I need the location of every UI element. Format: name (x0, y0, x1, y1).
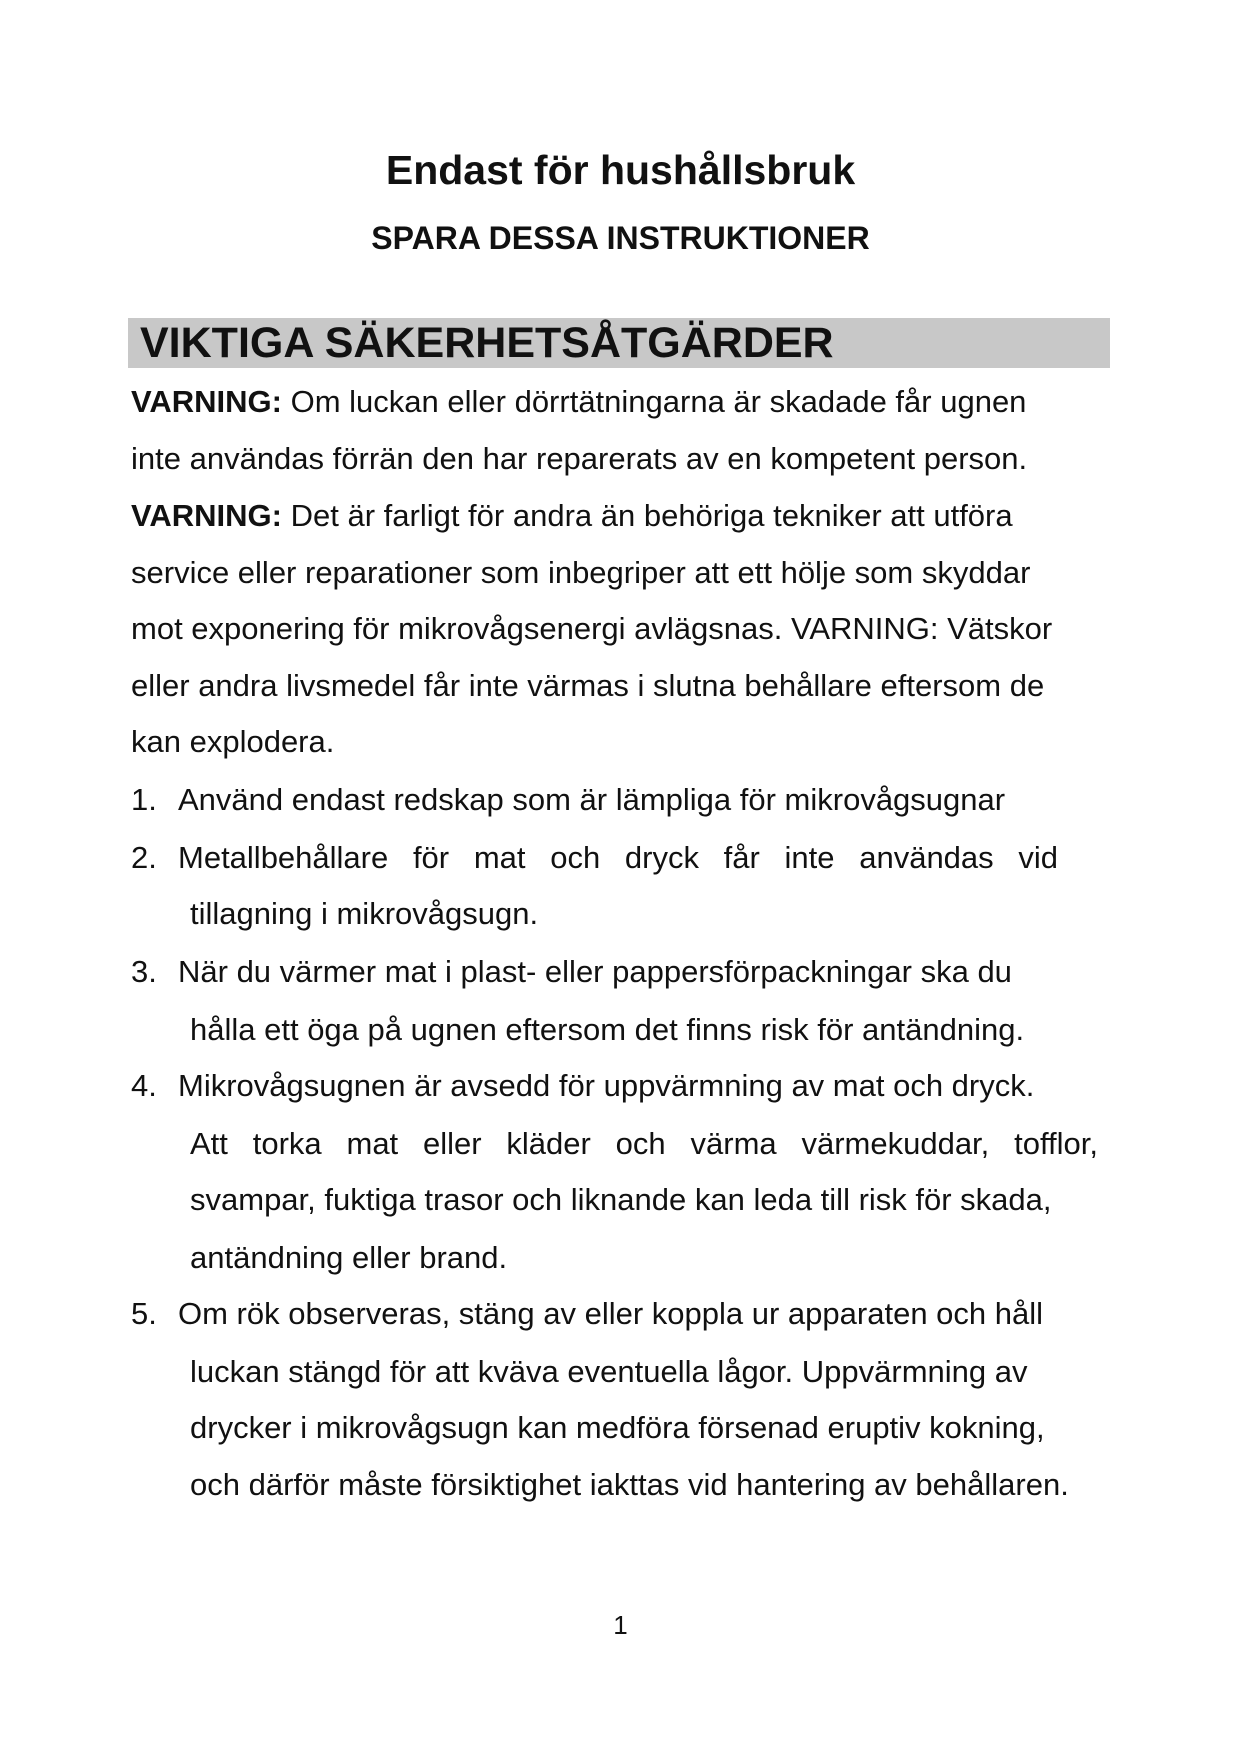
warning-2-line-5: kan explodera. (131, 724, 335, 759)
warning-1-line-2: inte användas förrän den har reparerats av en kompetent person. (131, 441, 1028, 476)
list-item-text: Om rök observeras, stäng av eller koppla ur apparaten och håll (178, 1296, 1044, 1331)
list-item-text: svampar, fuktiga trasor och liknande kan leda till risk för skada, (190, 1182, 1052, 1217)
list-item-text: och därför måste försiktighet iakttas vid hantering av behållaren. (190, 1467, 1069, 1502)
list-item-number: 5. (131, 1296, 157, 1331)
warning-label: VARNING: (131, 498, 282, 533)
list-item-number: 3. (131, 954, 157, 989)
warning-2-line-3: mot exponering för mikrovågsenergi avlägsnas. VARNING: Vätskor (131, 611, 1053, 646)
list-item-number: 4. (131, 1068, 157, 1103)
list-item-text: drycker i mikrovågsugn kan medföra försenad eruptiv kokning, (190, 1410, 1045, 1445)
warning-1-line-1 (131, 382, 1026, 422)
document-title: Endast för hushållsbruk (385, 147, 856, 193)
list-item-text: hålla ett öga på ugnen eftersom det finns risk för antändning. (190, 1012, 1025, 1047)
list-item-text: Att torka mat eller kläder och värma värmekuddar, tofflor, (190, 1126, 1098, 1161)
list-item-number: 2. (131, 840, 157, 875)
list-item-text: tillagning i mikrovågsugn. (190, 896, 539, 931)
list-item-number: 1. (131, 782, 157, 817)
section-header-bar (128, 318, 1110, 368)
list-item-text: Mikrovågsugnen är avsedd för uppvärmning av mat och dryck. (178, 1068, 1035, 1103)
warning-text: Om luckan eller dörrtätningarna är skadade får ugnen (290, 384, 1027, 419)
list-item-text: luckan stängd för att kväva eventuella lågor. Uppvärmning av (190, 1354, 1028, 1389)
list-item-text: antändning eller brand. (190, 1240, 508, 1275)
warning-text: Det är farligt för andra än behöriga tekniker att utföra (290, 498, 1013, 533)
warning-2-line-2: service eller reparationer som inbegriper att ett hölje som skyddar (131, 555, 1031, 590)
warning-2-line-1 (131, 496, 1013, 536)
page-number: 1 (613, 1610, 628, 1640)
warning-label: VARNING: (131, 384, 282, 419)
list-item-text: När du värmer mat i plast- eller pappersförpackningar ska du (178, 954, 1012, 989)
list-item-text: Metallbehållare för mat och dryck får inte användas vid (178, 840, 1058, 875)
list-item-text: Använd endast redskap som är lämpliga för mikrovågsugnar (178, 782, 1006, 817)
section-title: VIKTIGA SÄKERHETSÅTGÄRDER (140, 319, 834, 367)
document-subtitle: SPARA DESSA INSTRUKTIONER (371, 220, 870, 256)
warning-2-line-4: eller andra livsmedel får inte värmas i slutna behållare eftersom de (131, 668, 1045, 703)
